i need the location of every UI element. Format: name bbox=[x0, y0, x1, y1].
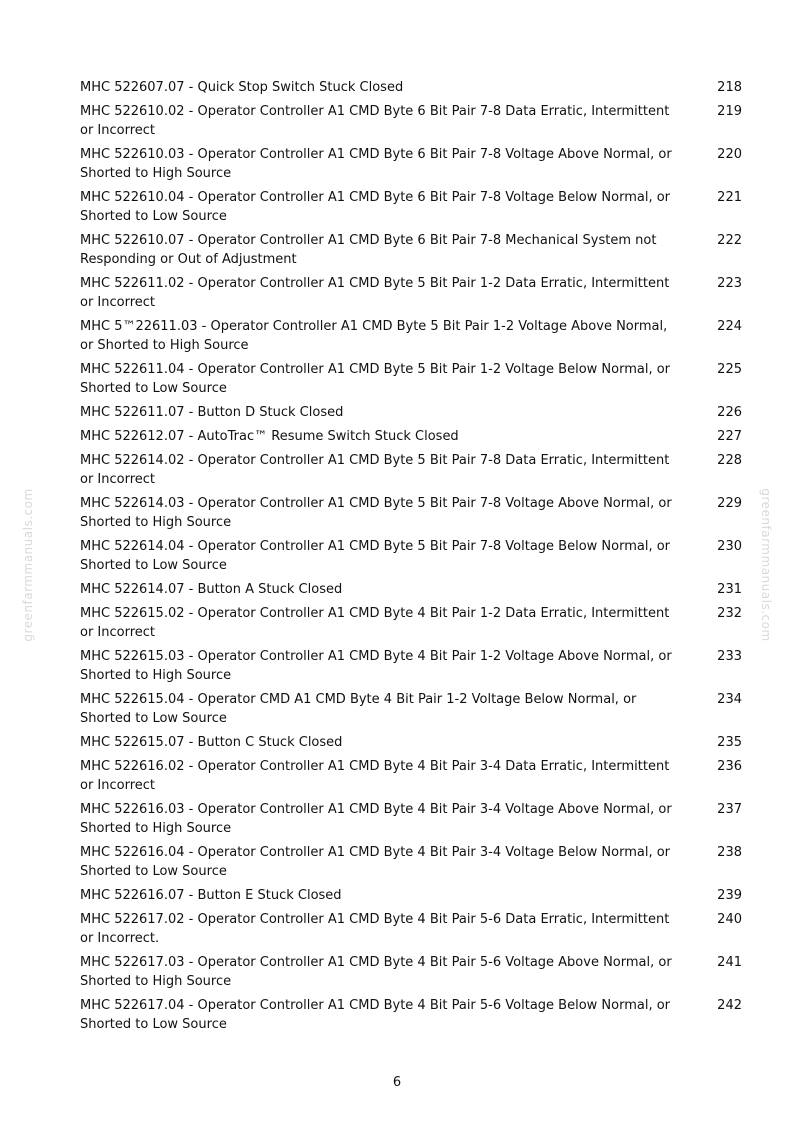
toc-entry-page[interactable]: 224 bbox=[717, 319, 742, 334]
toc-entry[interactable] bbox=[80, 580, 742, 599]
toc-entry[interactable] bbox=[80, 145, 742, 183]
toc-entry[interactable] bbox=[80, 451, 742, 489]
toc-entry-page[interactable]: 234 bbox=[717, 692, 742, 707]
toc-entry-title[interactable]: MHC 522617.03 - Operator Controller A1 CMD Byte 4 Bit Pair 5-6 Voltage Above Normal, or Shorted to High Source bbox=[80, 955, 672, 989]
toc-entry[interactable] bbox=[80, 360, 742, 398]
toc-entry-page[interactable]: 232 bbox=[717, 606, 742, 621]
watermark-left: greenfarmmanuals.com bbox=[21, 488, 35, 642]
toc-entry-title[interactable]: MHC 522610.02 - Operator Controller A1 CMD Byte 6 Bit Pair 7-8 Data Erratic, Intermittent or Incorrect bbox=[80, 104, 670, 138]
toc-entry-page[interactable]: 223 bbox=[717, 276, 742, 291]
toc-entry-title[interactable]: MHC 522616.03 - Operator Controller A1 CMD Byte 4 Bit Pair 3-4 Voltage Above Normal, or Shorted to High Source bbox=[80, 802, 672, 836]
toc-entry[interactable] bbox=[80, 910, 742, 948]
toc-entry[interactable] bbox=[80, 647, 742, 685]
table-of-contents bbox=[80, 78, 742, 1039]
toc-entry[interactable] bbox=[80, 996, 742, 1034]
toc-entry[interactable] bbox=[80, 604, 742, 642]
toc-entry-title[interactable]: MHC 522615.07 - Button C Stuck Closed bbox=[80, 735, 343, 750]
toc-entry-page[interactable]: 218 bbox=[717, 80, 742, 95]
toc-entry[interactable] bbox=[80, 800, 742, 838]
toc-entry[interactable] bbox=[80, 886, 742, 905]
toc-entry[interactable] bbox=[80, 427, 742, 446]
toc-entry-page[interactable]: 233 bbox=[717, 649, 742, 664]
toc-entry-page[interactable]: 241 bbox=[717, 955, 742, 970]
toc-entry-page[interactable]: 221 bbox=[717, 190, 742, 205]
toc-entry-page[interactable]: 219 bbox=[717, 104, 742, 119]
toc-entry[interactable] bbox=[80, 953, 742, 991]
toc-entry-page[interactable]: 242 bbox=[717, 998, 742, 1013]
toc-entry[interactable] bbox=[80, 537, 742, 575]
toc-entry[interactable] bbox=[80, 78, 742, 97]
toc-entry[interactable] bbox=[80, 733, 742, 752]
toc-entry-title[interactable]: MHC 522615.03 - Operator Controller A1 CMD Byte 4 Bit Pair 1-2 Voltage Above Normal, or Shorted to High Source bbox=[80, 649, 672, 683]
toc-entry[interactable] bbox=[80, 757, 742, 795]
toc-entry-page[interactable]: 238 bbox=[717, 845, 742, 860]
toc-entry-title[interactable]: MHC 522614.04 - Operator Controller A1 CMD Byte 5 Bit Pair 7-8 Voltage Below Normal, or Shorted to Low Source bbox=[80, 539, 671, 573]
watermark-right: greenfarmmanuals.com bbox=[759, 488, 773, 642]
toc-entry-page[interactable]: 231 bbox=[717, 582, 742, 597]
toc-entry-page[interactable]: 222 bbox=[717, 233, 742, 248]
toc-entry-title[interactable]: MHC 522614.02 - Operator Controller A1 CMD Byte 5 Bit Pair 7-8 Data Erratic, Intermittent or Incorrect bbox=[80, 453, 670, 487]
toc-entry-title[interactable]: MHC 522611.07 - Button D Stuck Closed bbox=[80, 405, 344, 420]
toc-entry-title[interactable]: MHC 522615.02 - Operator Controller A1 CMD Byte 4 Bit Pair 1-2 Data Erratic, Intermittent or Incorrect bbox=[80, 606, 670, 640]
toc-entry[interactable] bbox=[80, 188, 742, 226]
toc-entry[interactable] bbox=[80, 317, 742, 355]
toc-entry-title[interactable]: MHC 522610.04 - Operator Controller A1 CMD Byte 6 Bit Pair 7-8 Voltage Below Normal, or Shorted to Low Source bbox=[80, 190, 671, 224]
toc-entry-title[interactable]: MHC 522617.02 - Operator Controller A1 CMD Byte 4 Bit Pair 5-6 Data Erratic, Intermittent or Incorrect. bbox=[80, 912, 670, 946]
toc-entry-title[interactable]: MHC 522616.02 - Operator Controller A1 CMD Byte 4 Bit Pair 3-4 Data Erratic, Intermittent or Incorrect bbox=[80, 759, 670, 793]
toc-entry-title[interactable]: MHC 522610.07 - Operator Controller A1 CMD Byte 6 Bit Pair 7-8 Mechanical System not Responding or Out of Adjustment bbox=[80, 233, 657, 267]
toc-entry-page[interactable]: 236 bbox=[717, 759, 742, 774]
toc-entry-page[interactable]: 225 bbox=[717, 362, 742, 377]
toc-entry-title[interactable]: MHC 522611.04 - Operator Controller A1 CMD Byte 5 Bit Pair 1-2 Voltage Below Normal, or Shorted to Low Source bbox=[80, 362, 671, 396]
toc-entry-title[interactable]: MHC 522607.07 - Quick Stop Switch Stuck Closed bbox=[80, 80, 404, 95]
toc-entry-page[interactable]: 226 bbox=[717, 405, 742, 420]
toc-entry-title[interactable]: MHC 522614.07 - Button A Stuck Closed bbox=[80, 582, 343, 597]
toc-entry-page[interactable]: 228 bbox=[717, 453, 742, 468]
toc-entry-page[interactable]: 230 bbox=[717, 539, 742, 554]
toc-entry-page[interactable]: 237 bbox=[717, 802, 742, 817]
page-number: 6 bbox=[392, 1075, 402, 1090]
toc-entry-title[interactable]: MHC 522610.03 - Operator Controller A1 CMD Byte 6 Bit Pair 7-8 Voltage Above Normal, or Shorted to High Source bbox=[80, 147, 672, 181]
toc-entry[interactable] bbox=[80, 494, 742, 532]
toc-entry-page[interactable]: 227 bbox=[717, 429, 742, 444]
toc-entry-page[interactable]: 220 bbox=[717, 147, 742, 162]
toc-entry[interactable] bbox=[80, 843, 742, 881]
toc-entry-title[interactable]: MHC 522612.07 - AutoTrac™ Resume Switch Stuck Closed bbox=[80, 429, 459, 444]
toc-entry-page[interactable]: 240 bbox=[717, 912, 742, 927]
toc-entry[interactable] bbox=[80, 231, 742, 269]
toc-entry-title[interactable]: MHC 522616.07 - Button E Stuck Closed bbox=[80, 888, 342, 903]
toc-entry-page[interactable]: 229 bbox=[717, 496, 742, 511]
toc-entry-title[interactable]: MHC 522614.03 - Operator Controller A1 CMD Byte 5 Bit Pair 7-8 Voltage Above Normal, or Shorted to High Source bbox=[80, 496, 672, 530]
toc-entry-page[interactable]: 239 bbox=[717, 888, 742, 903]
toc-entry-title[interactable]: MHC 522615.04 - Operator CMD A1 CMD Byte 4 Bit Pair 1-2 Voltage Below Normal, or Shorted to Low Source bbox=[80, 692, 637, 726]
toc-entry[interactable] bbox=[80, 102, 742, 140]
toc-entry-title[interactable]: MHC 5™22611.03 - Operator Controller A1 CMD Byte 5 Bit Pair 1-2 Voltage Above Normal, or Shorted to High Source bbox=[80, 319, 668, 353]
toc-entry-title[interactable]: MHC 522616.04 - Operator Controller A1 CMD Byte 4 Bit Pair 3-4 Voltage Below Normal, or Shorted to Low Source bbox=[80, 845, 671, 879]
toc-entry[interactable] bbox=[80, 274, 742, 312]
toc-entry-page[interactable]: 235 bbox=[717, 735, 742, 750]
toc-entry[interactable] bbox=[80, 690, 742, 728]
toc-entry-title[interactable]: MHC 522617.04 - Operator Controller A1 CMD Byte 4 Bit Pair 5-6 Voltage Below Normal, or Shorted to Low Source bbox=[80, 998, 671, 1032]
toc-entry-title[interactable]: MHC 522611.02 - Operator Controller A1 CMD Byte 5 Bit Pair 1-2 Data Erratic, Intermittent or Incorrect bbox=[80, 276, 670, 310]
toc-entry[interactable] bbox=[80, 403, 742, 422]
